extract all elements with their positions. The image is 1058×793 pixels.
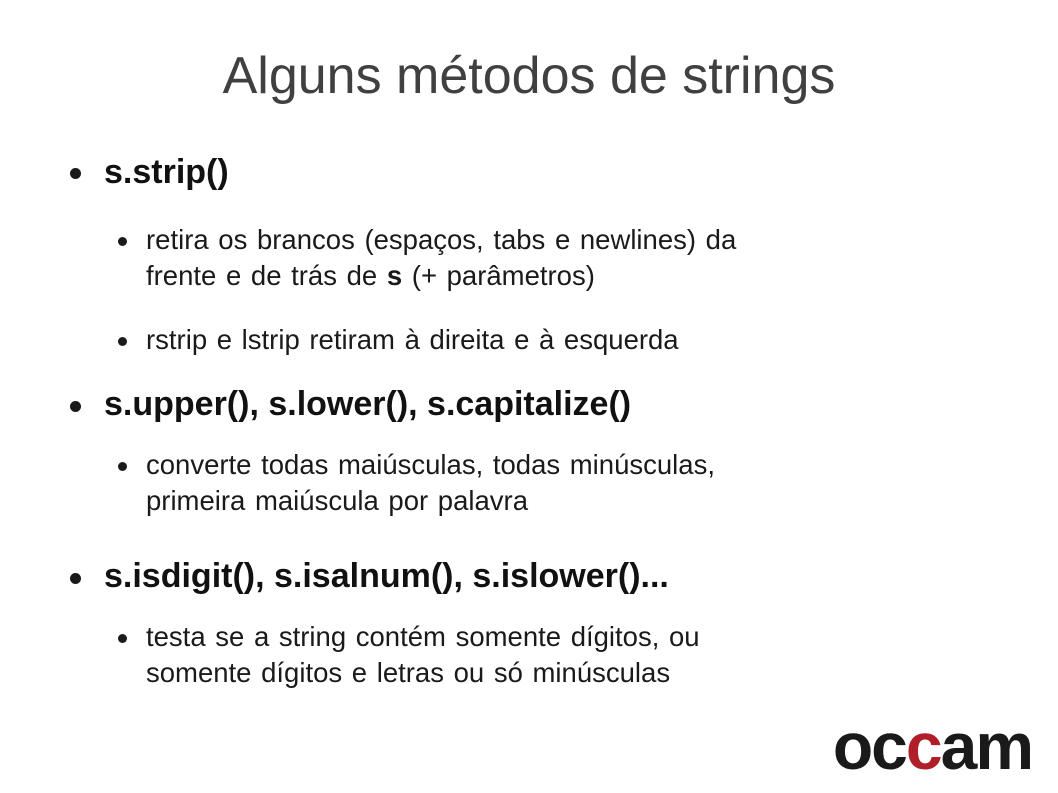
logo-part-dark: oc	[832, 709, 906, 783]
item-heading-is: s.isdigit(), s.isalnum(), s.islower()...	[104, 557, 669, 595]
logo-part-accent: c	[905, 709, 941, 783]
subitem-text: rstrip e lstrip retiram à direita e à esquerda	[146, 324, 679, 355]
item-heading-case: s.upper(), s.lower(), s.capitalize()	[104, 385, 632, 423]
subitem-line: retira os brancos (espaços, tabs e newlines) da	[146, 224, 737, 255]
sub-bullet	[118, 237, 127, 246]
sub-bullet	[118, 337, 127, 346]
item-heading-strip: s.strip()	[104, 153, 229, 191]
slide-title: Alguns métodos de strings	[222, 47, 836, 105]
subitem-text	[146, 447, 715, 519]
subitem-line: somente dígitos e letras ou só minúsculas	[146, 657, 671, 688]
bullet	[70, 573, 81, 584]
subitem-bold-s: s	[386, 260, 403, 291]
bullet	[70, 401, 81, 412]
subitem-line: primeira maiúscula por palavra	[146, 485, 528, 516]
subitem-text	[146, 222, 736, 294]
logo-part-dark: am	[940, 709, 1032, 783]
subitem-line: testa se a string contém somente dígitos, ou	[146, 621, 700, 652]
subitem-text	[146, 619, 700, 691]
subitem-line-part: (+ parâmetros)	[402, 260, 595, 291]
bullet	[70, 168, 81, 179]
occam-logo	[832, 709, 1032, 783]
sub-bullet	[118, 462, 127, 471]
subitem-line-part: frente e de trás de	[146, 260, 387, 291]
sub-bullet	[118, 634, 127, 643]
subitem-line: converte todas maiúsculas, todas minúsculas,	[146, 449, 715, 480]
